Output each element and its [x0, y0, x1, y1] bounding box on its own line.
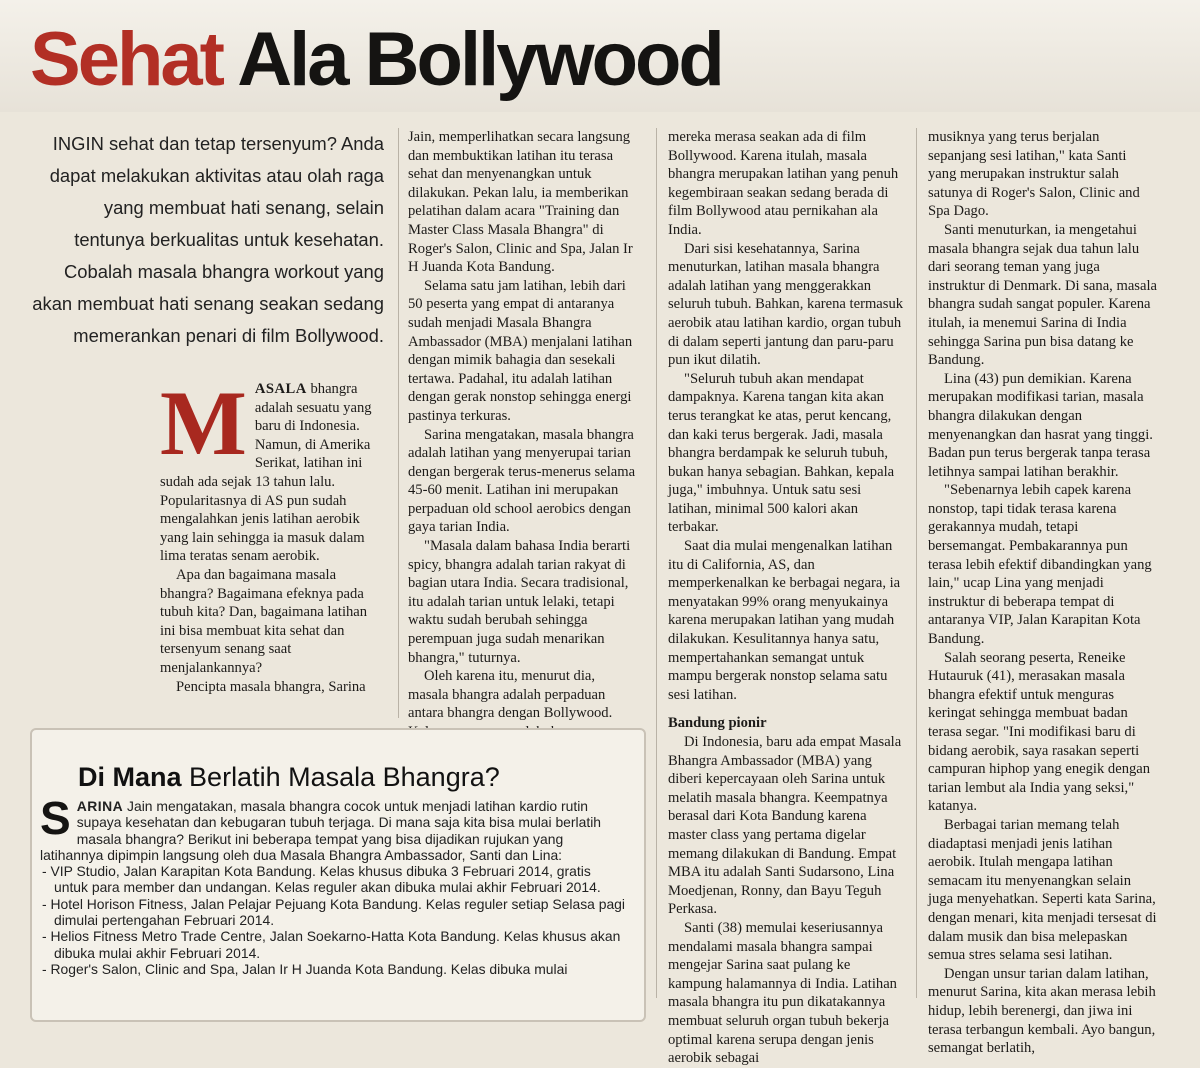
paragraph: Jain, memperlihatkan secara langsung dan membuktikan latihan itu terasa sehat dan menyenangkan untuk dilakukan. Pekan lalu, ia memberikan pelatihan dalam acara "Training dan Master Class Masala Bhangra" di Roger's Salon, Clinic and Spa, Jalan Ir H Juanda Kota Bandung.	[408, 129, 633, 276]
headline-part-1: Sehat	[30, 17, 222, 102]
box-first-word: ARINA	[76, 798, 124, 814]
paragraph: Pencipta masala bhangra, Sarina	[176, 678, 366, 695]
list-item: - Roger's Salon, Clinic and Spa, Jalan Ir H Juanda Kota Bandung. Kelas dibuka mulai	[42, 960, 568, 977]
paragraph: Salah seorang peserta, Reneike Hutauruk (41), merasakan masala bhangra efektif untuk menguras keringat sehingga membuat badan terasa segar. "Ini modifikasi baru di bidang aerobik, saya rasakan seperti campuran hiphop yang enegik dengan tarian lembut ala India yang seksi," katanya.	[928, 649, 1151, 815]
box-drop-cap: S	[40, 792, 71, 844]
subheading: Bandung pionir	[668, 715, 767, 732]
box-title-rest: Berlatih Masala Bhangra?	[189, 762, 500, 792]
paragraph: musiknya yang terus berjalan sepanjang sesi latihan," kata Santi yang merupakan instruktur salah satunya di Roger's Salon, Clinic and Spa Dago.	[928, 129, 1140, 220]
paragraph: Santi (38) memulai keseriusannya mendalami masala bhangra sampai mengejar Sarina saat pulang ke kampung halamannya di India. Latihan masala bhangra itu pun dikatakannya membuat seluruh organ tubuh bekerja optimal karena serupa dengan jenis aerobik sebagai	[668, 919, 897, 1067]
column-divider	[398, 128, 399, 718]
paragraph: Apa dan bagaimana masala bhangra? Bagaimana efeknya pada tubuh kita? Dan, bagaimana latihan ini bisa membuat kita sehat dan tersenyum senang saat menjalankannya?	[160, 566, 368, 676]
paragraph: Saat dia mulai mengenalkan latihan itu di California, AS, dan memperkenalkan ke berbagai negara, ia menyatakan 99% orang menyukainya karena merupakan latihan yang mudah dilakukan. Kesulitannya hanya satu, mempertahankan semangat untuk mampu bergerak nonstop selama satu sesi latihan.	[668, 538, 901, 703]
list-item: - VIP Studio, Jalan Karapitan Kota Bandung. Kelas khusus dibuka 3 Februari 2014, gratis untuk para member dan undangan. Kelas reguler akan dibuka mulai akhir Februari 2014.	[42, 863, 601, 896]
first-word: ASALA	[254, 381, 307, 397]
paragraph: "Seluruh tubuh akan mendapat dampaknya. Karena tangan kita akan terus terangkat ke atas, perut kencang, dan kaki terus bergerak. Jadi, masala bhangra berdampak ke seluruh tubuh, bukan hanya sebagian. Bahkan, kepala juga," imbuhnya. Untuk satu sesi latihan, minimal 500 kalori akan terbakar.	[668, 370, 895, 536]
article-column-1	[160, 372, 378, 696]
column-divider	[916, 128, 917, 998]
box-text	[40, 792, 628, 977]
paragraph: bhangra adalah sesuatu yang baru di Indonesia. Namun, di Amerika Serikat, latihan ini sudah ada sejak 13 tahun lalu. Popularitasnya di AS pun sudah mengalahkan jenis latihan aerobik yang lain sehingga ia masuk dalam lima teratas senam aerobik.	[160, 381, 372, 565]
article-column-4	[928, 128, 1158, 1058]
paragraph: Dari sisi kesehatannya, Sarina menuturkan, latihan masala bhangra adalah latihan yang menggerakkan seluruh tubuh. Bahkan, karena termasuk aerobik atau latihan kardio, organ tubuh di dalam seperti jantung dan paru-paru pun ikut dilatih.	[668, 240, 904, 369]
article-column-3	[668, 128, 904, 1068]
box-title	[78, 762, 500, 793]
article-column-2	[408, 128, 638, 742]
list-item: - Hotel Horison Fitness, Jalan Pelajar Pejuang Kota Bandung. Kelas reguler setiap Selasa pagi dimulai pertengahan Februari 2014.	[42, 895, 625, 929]
paragraph: Lina (43) pun demikian. Karena merupakan modifikasi tarian, masala bhangra dilakukan dengan menyenangkan dan hasrat yang tinggi. Badan pun terus bergerak tanpa terasa letihnya sampai latihan berakhir.	[928, 370, 1153, 480]
paragraph: Di Indonesia, baru ada empat Masala Bhangra Ambassador (MBA) yang diberi kepercayaan oleh Sarina untuk melatih masala bhangra. Keempatnya berasal dari Kota Bandung karena master class yang pertama digelar memang dilakukan di Bandung. Empat MBA itu adalah Santi Sudarsono, Lina Moedjenan, Ronny, dan Bayu Teguh Perkasa.	[668, 734, 902, 918]
headline	[30, 10, 722, 110]
paragraph: Berbagai tarian memang telah diadaptasi menjadi jenis latihan aerobik. Itulah mengapa latihan semacam itu menyenangkan selain juga menyehatkan. Seperti kata Sarina, dengan menari, kita menjadi tersesat di dalam musik dan bisa melepaskan semua stres selama sesi latihan.	[928, 816, 1157, 964]
lead-paragraph: INGIN sehat dan tetap tersenyum? Anda dapat melakukan aktivitas atau olah raga yang membuat hati senang, selain tentunya berkualitas untuk kesehatan. Cobalah masala bhangra workout yang akan membuat hati senang seakan sedang memerankan penari di film Bollywood.	[32, 133, 384, 346]
box-title-bold: Di Mana	[78, 762, 182, 792]
drop-cap: M	[160, 372, 247, 474]
paragraph: Dengan unsur tarian dalam latihan, menurut Sarina, kita akan merasa lebih hidup, lebih berenergi, dan jiwa ini terasa terbangun kembali. Ayo bangun, semangat berlatih,	[928, 965, 1156, 1057]
paragraph: "Sebenarnya lebih capek karena nonstop, tapi tidak terasa karena gerakannya mudah, tetapi bersemangat. Pembakarannya pun terasa lebih efektif dibandingkan yang lain," ucap Lina yang menjadi instruktur di beberapa tempat di antaranya VIP, Jalan Karapitan Kota Bandung.	[928, 482, 1152, 648]
paragraph: Sarina mengatakan, masala bhangra adalah latihan yang menyerupai tarian dengan bergerak terus-menerus selama 45-60 menit. Latihan ini merupakan perpaduan old school aerobics dengan gaya tarian India.	[408, 426, 636, 536]
list-item: - Helios Fitness Metro Trade Centre, Jalan Soekarno-Hatta Kota Bandung. Kelas khusus akan dibuka mulai akhir Februari 2014.	[42, 928, 621, 961]
paragraph: Oleh karena itu, menurut dia, masala bhangra adalah perpaduan antara bhangra dengan Bollywood.	[408, 668, 613, 722]
headline-part-2: Ala Bollywood	[237, 17, 722, 102]
box-intro: Jain mengatakan, masala bhangra cocok untuk menjadi latihan kardio rutin supaya kesehatan dan kebugaran tubuh terjaga. Di mana saja kita bisa mulai berlatih masala bhangra? Berikut ini beberapa tempat yang bisa dijadikan rujukan yang latihannya dipimpin langsung oleh dua Masala Bhangra Ambassador, Santi dan Lina:	[40, 798, 602, 863]
paragraph: Selama satu jam latihan, lebih dari 50 peserta yang empat di antaranya sudah menjadi Masala Bhangra Ambassador (MBA) menjalani latihan dengan mimik bahagia dan sesekali tertawa. Padahal, itu adalah latihan dengan gerak nonstop sehingga energi pastinya terkuras.	[408, 277, 633, 424]
paragraph: "Masala dalam bahasa India berarti spicy, bhangra adalah tarian rakyat di bagian utara India. Secara tradisional, itu adalah tarian untuk lelaki, tetapi waktu sudah berubah sehingga perempuan juga sudah menarikan bhangra," tuturnya.	[408, 538, 631, 666]
paragraph: mereka merasa seakan ada di film Bollywood. Karena itulah, masala bhangra merupakan latihan yang penuh kegembiraan seakan sedang berada di film Bollywood atau pernikahan ala India.	[668, 129, 899, 238]
column-divider	[656, 128, 657, 998]
paragraph: Santi menuturkan, ia mengetahui masala bhangra sejak dua tahun lalu dari seorang teman yang juga instruktur di Denmark. Di sana, masala bhangra sudah sangat populer. Karena itulah, ia menemui Sarina di India sehingga Sarina pun bisa datang ke Bandung.	[928, 221, 1157, 369]
